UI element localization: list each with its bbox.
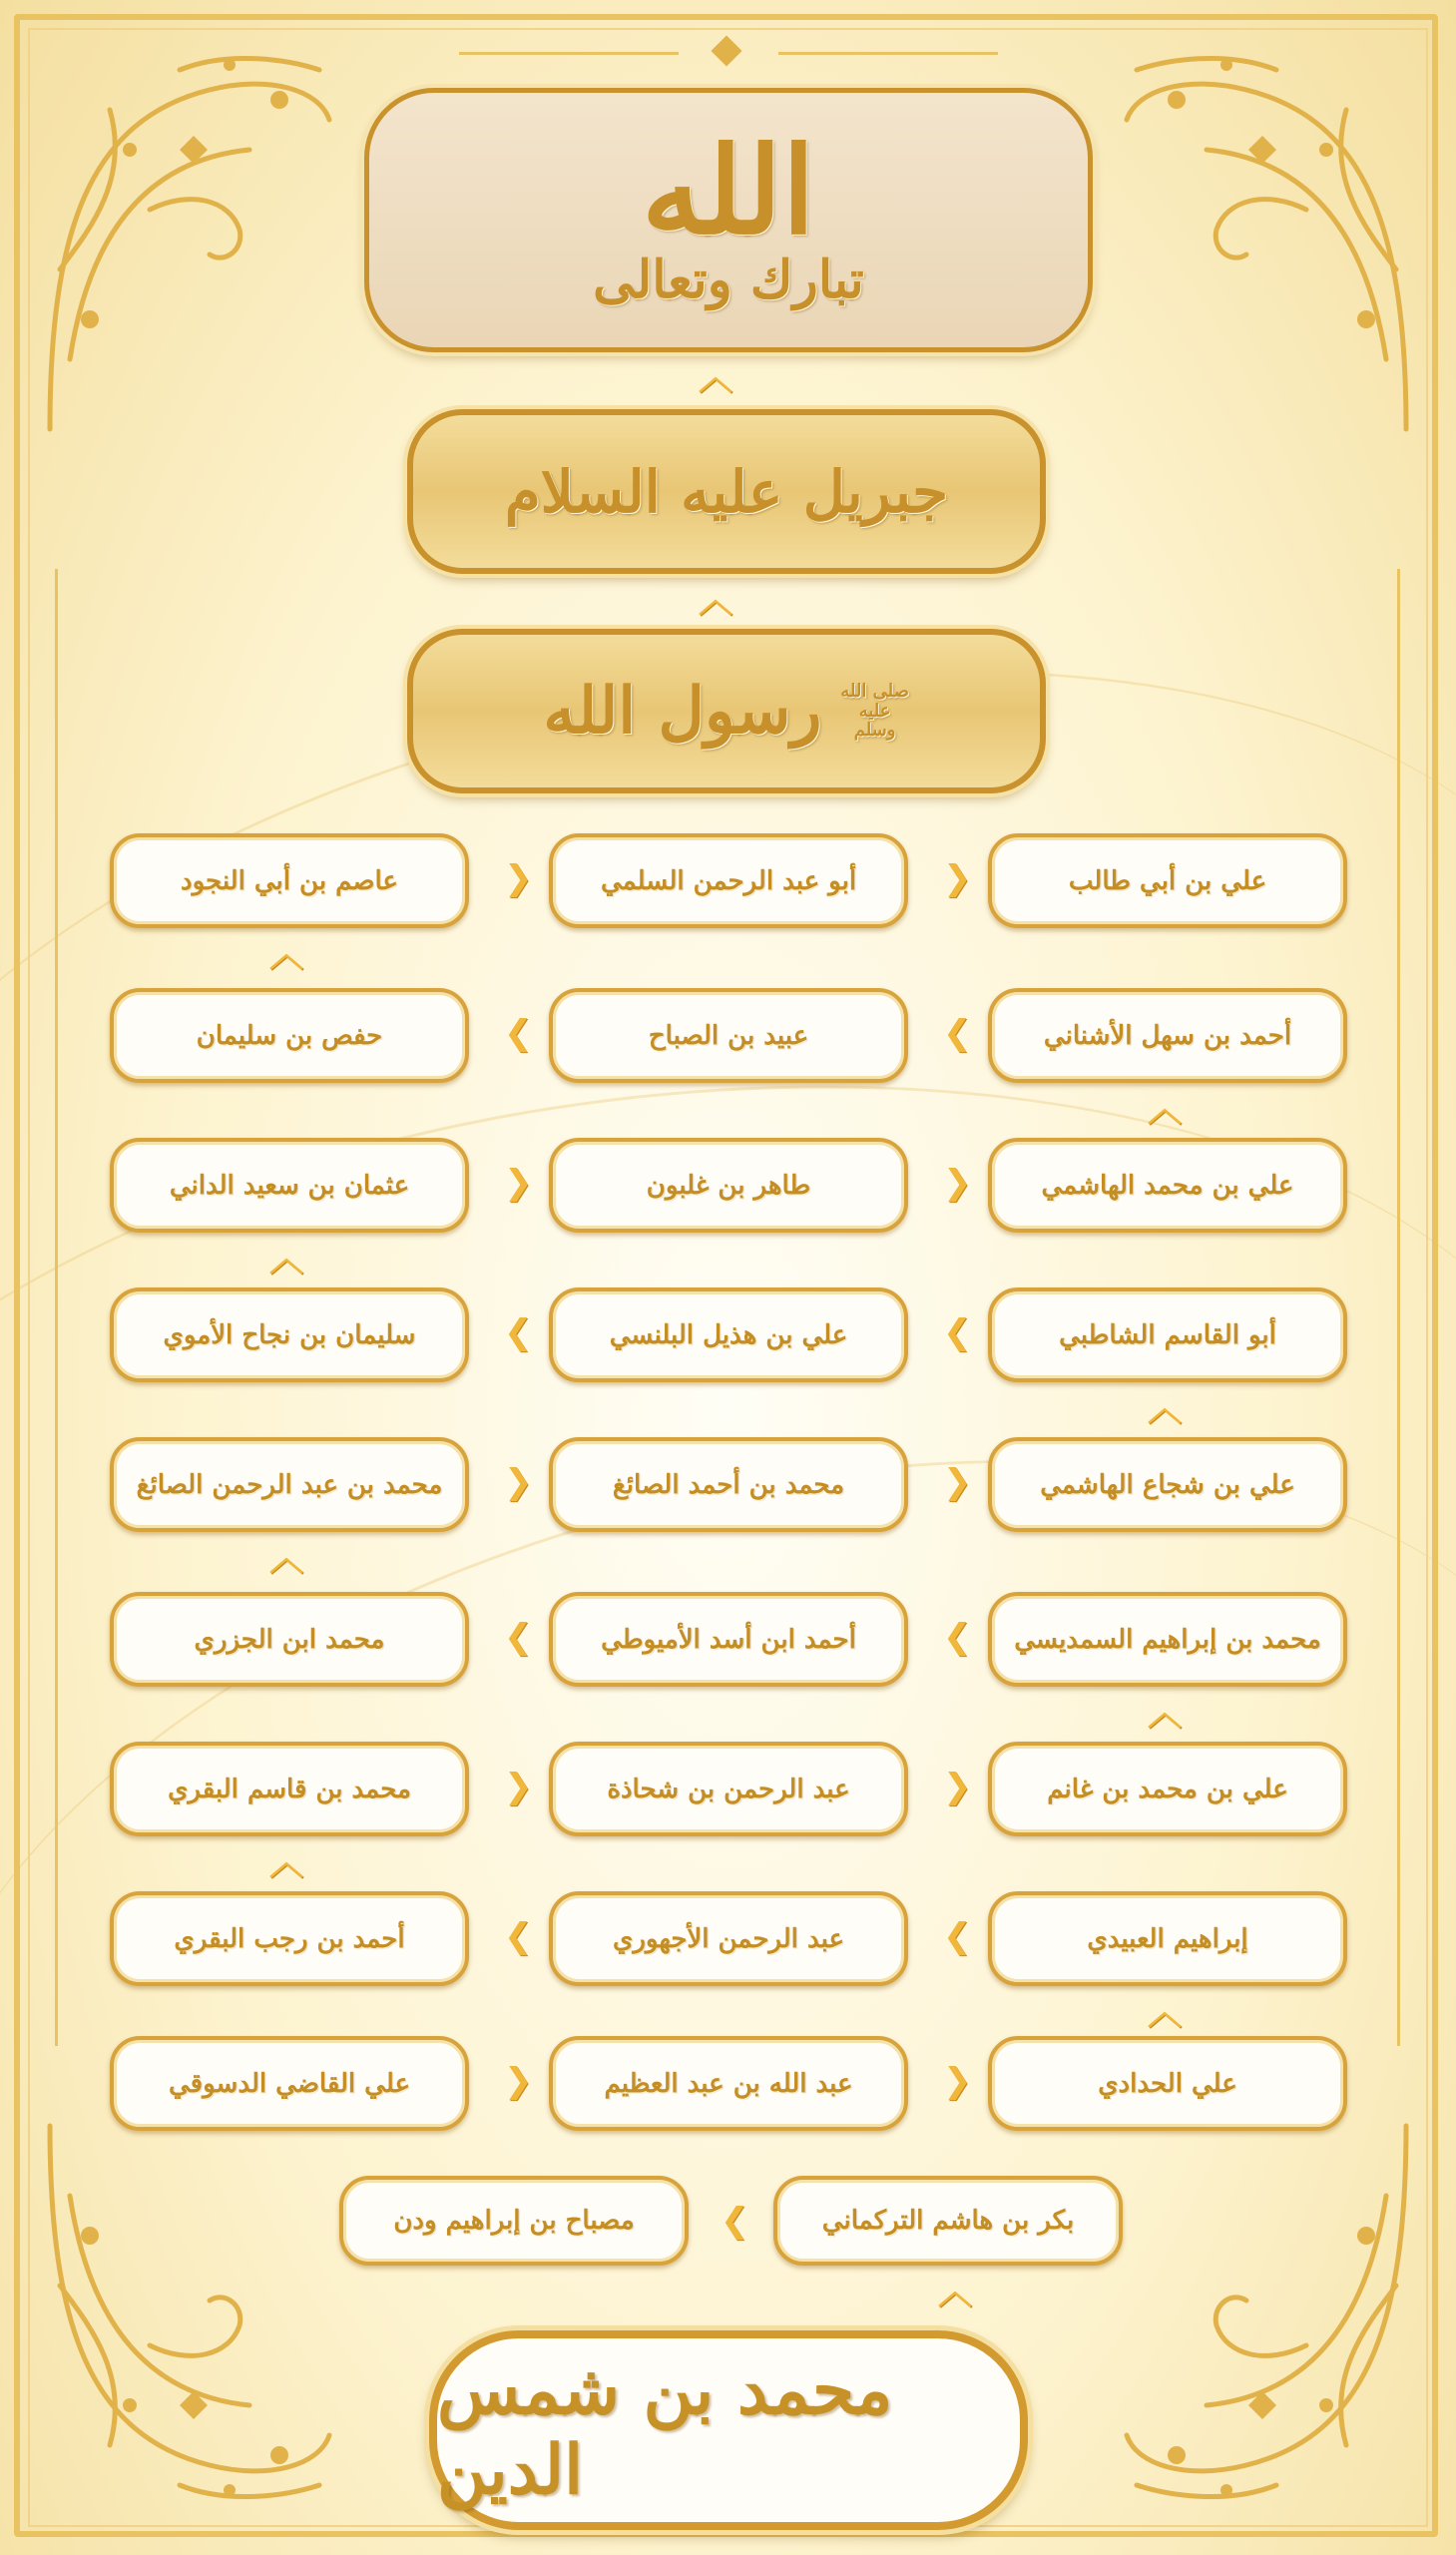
right-chevron-icon: ❯ [504,1163,533,1203]
name-plaque [549,1891,908,1986]
name-text: أبو عبد الرحمن السلمي [600,865,857,896]
left-chevron-icon: ❮ [943,1312,972,1352]
left-chevron-icon: ❮ [943,1617,972,1657]
name-text: محمد بن أحمد الصائغ [612,1469,845,1500]
allah-subtitle: تبارك وتعالى [593,249,864,310]
left-chevron-icon: ❮ [504,1617,533,1657]
jibril-plaque [407,409,1046,574]
name-plaque-bakr [773,2176,1123,2266]
name-plaque [549,833,908,928]
name-plaque [988,1592,1347,1687]
name-plaque [549,1592,908,1687]
name-plaque [110,1437,469,1532]
name-text: عاصم بن أبي النجود [181,865,398,896]
allah-plaque [364,88,1093,352]
name-text: أحمد بن رجب البقري [174,1923,405,1954]
up-chevron-icon: ︿ [699,581,732,621]
name-text: عبد الله بن عبد العظيم [604,2068,853,2099]
name-text: إبراهيم العبيدي [1087,1923,1248,1954]
name-text: محمد بن عبد الرحمن الصائغ [136,1469,443,1500]
final-name-plaque [429,2330,1028,2530]
up-chevron-icon: ︿ [269,1240,303,1279]
name-plaque [110,1592,469,1687]
jibril-name: جبريل عليه السلام [504,457,949,526]
salutation-mark: صلى الله عليه وسلم [840,680,909,742]
left-chevron-icon: ❮ [721,2201,749,2241]
rasul-plaque [407,629,1046,793]
up-chevron-icon: ︿ [699,358,732,398]
name-text: عثمان بن سعيد الداني [169,1170,410,1201]
name-plaque [549,1742,908,1836]
up-chevron-icon: ︿ [269,935,303,975]
name-text: محمد بن إبراهيم السمديسي [1014,1624,1321,1655]
name-plaque [110,1138,469,1233]
name-text: علي بن شجاع الهاشمي [1040,1469,1295,1500]
name-plaque [988,1891,1347,1986]
name-text: أحمد بن سهل الأشناني [1043,1020,1292,1051]
allah-title: الله [642,120,815,261]
name-plaque [110,1891,469,1986]
name-plaque [988,2036,1347,2131]
corner-ornament-bottom-left [30,2106,339,2525]
name-plaque [549,1437,908,1532]
name-text: علي بن محمد بن غانم [1047,1774,1288,1804]
name-text: سليمان بن نجاح الأموي [163,1319,416,1350]
right-chevron-icon: ❯ [504,1462,533,1502]
name-text: أبو القاسم الشاطبي [1059,1319,1276,1350]
right-chevron-icon: ❯ [504,1767,533,1806]
name-plaque [110,833,469,928]
name-text: حفص بن سليمان [196,1020,383,1051]
name-plaque [988,1742,1347,1836]
side-line-right [1397,569,1400,2046]
name-text: علي بن أبي طالب [1068,865,1267,896]
up-chevron-icon: ︿ [269,1539,303,1579]
left-chevron-icon: ❮ [943,1013,972,1053]
name-plaque-misbah [339,2176,689,2266]
name-plaque [988,833,1347,928]
name-text: بكر بن هاشم التركماني [821,2206,1075,2236]
left-chevron-icon: ❮ [504,1916,533,1956]
up-chevron-icon: ︿ [269,1843,303,1883]
left-chevron-icon: ❮ [943,1916,972,1956]
left-chevron-icon: ❮ [504,1013,533,1053]
right-chevron-icon: ❯ [943,1767,972,1806]
right-chevron-icon: ❯ [943,1462,972,1502]
side-line-left [55,569,58,2046]
left-chevron-icon: ❮ [504,1312,533,1352]
top-rule-right [778,52,998,55]
final-name: محمد بن شمس الدين [437,2350,893,2510]
name-plaque [549,1287,908,1382]
name-plaque [110,988,469,1083]
name-text: علي الحدادي [1098,2068,1237,2099]
name-plaque [549,1138,908,1233]
up-chevron-icon: ︿ [1148,1993,1182,2033]
right-chevron-icon: ❯ [504,2061,533,2101]
name-plaque [110,1742,469,1836]
name-text: علي القاضي الدسوقي [169,2068,410,2099]
name-plaque [988,1437,1347,1532]
name-text: عبد الرحمن الأجهوري [613,1923,844,1954]
name-plaque [988,1138,1347,1233]
name-plaque [549,2036,908,2131]
corner-ornament-top-right [1117,30,1426,449]
name-text: علي بن محمد الهاشمي [1041,1170,1294,1201]
rasul-name: رسول الله [543,674,822,749]
right-chevron-icon: ❯ [943,1163,972,1203]
corner-ornament-top-left [30,30,339,449]
up-chevron-icon: ︿ [1148,1389,1182,1429]
name-plaque [988,1287,1347,1382]
name-text: محمد ابن الجزري [194,1624,385,1655]
name-text: عبيد بن الصباح [648,1020,809,1051]
name-plaque [988,988,1347,1083]
right-chevron-icon: ❯ [943,2061,972,2101]
name-text: طاهر بن غلبون [646,1170,811,1201]
right-chevron-icon: ❯ [943,858,972,898]
name-text: محمد بن قاسم البقري [168,1774,411,1804]
name-text: علي بن هذيل البلنسي [609,1319,848,1350]
name-text: عبد الرحمن بن شحاذة [607,1774,850,1804]
up-chevron-icon: ︿ [1148,1090,1182,1130]
name-plaque [110,2036,469,2131]
name-text: أحمد ابن أسد الأميوطي [601,1624,856,1655]
right-chevron-icon: ❯ [504,858,533,898]
up-chevron-icon: ︿ [938,2273,972,2312]
name-plaque [110,1287,469,1382]
up-chevron-icon: ︿ [1148,1694,1182,1734]
corner-ornament-bottom-right [1117,2106,1426,2525]
top-rule-left [459,52,679,55]
name-plaque [549,988,908,1083]
name-text: مصباح بن إبراهيم ودن [393,2206,635,2236]
